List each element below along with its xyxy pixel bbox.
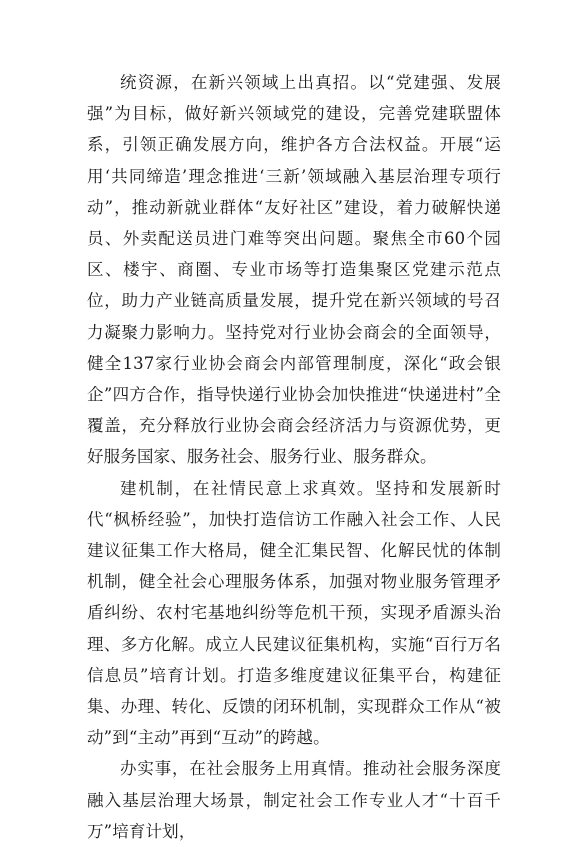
paragraph-new-fields [87,67,501,473]
paragraph-lead: 建机制，在社情民意上求真效。 [120,478,376,498]
paragraph-mechanism [87,473,501,754]
paragraph-services [87,753,501,847]
document-body [87,67,501,847]
paragraph-body: 坚持和发展新时代“枫桥经验”，加快打造信访工作融入社会工作、人民建议征集工作大格局，健全汇集民智、化解民忧的体制机制，健全社会心理服务体系，加强对物业服务管理矛盾纠纷、农村宅基地纠纷等危机干预，实现矛盾源头治理、多方化解。成立人民建议征集机构，实施“百行万名信息员”培育计划。打造多维度建议征集平台，构建征集、办理、转化、反馈的闭环机制，实现群众工作从“被动”到“主动”再到“互动”的跨越。 [87,478,501,748]
paragraph-lead: 统资源，在新兴领域上出真招。 [120,73,369,92]
paragraph-lead: 办实事，在社会服务上用真情。 [120,759,363,779]
paragraph-body: 以“党建强、发展强”为目标，做好新兴领域党的建设，完善党建联盟体系，引领正确发展方向，维护各方合法权益。开展“运用‘共同缔造’理念推进‘三新’领域融入基层治理专项行动”，推动新就业群体“友好社区”建设，着力破解快递员、外卖配送员进门难等突出问题。聚焦全市60个园区、楼宇、商圈、专业市场等打造集聚区党建示范点位，助力产业链高质量发展，提升党在新兴领域的号召力凝聚力影响力。坚持党对行业协会商会的全面领导，健全137家行业协会商会内部管理制度，深化“政会银企”四方合作，指导快递行业协会加快推进“快递进村”全覆盖，充分释放行业协会商会经济活力与资源优势，更好服务国家、服务社会、服务行业、服务群众。 [87,73,501,467]
paragraph-body: 推动社会服务深度融入基层治理大场景，制定社会工作专业人才“十百千万”培育计划， [87,759,502,841]
